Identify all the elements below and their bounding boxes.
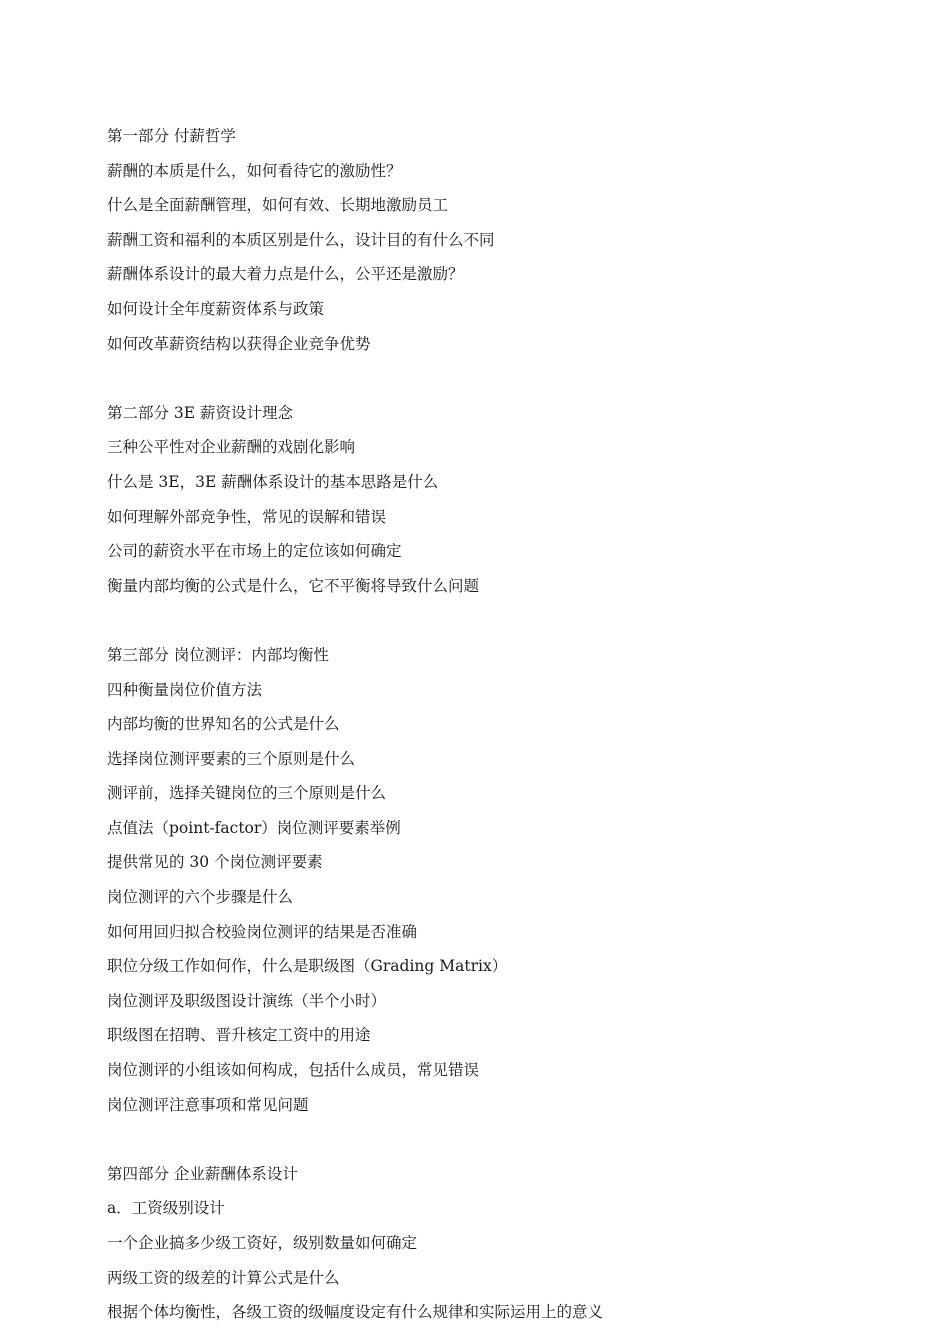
- list-item: 职位分级工作如何作，什么是职级图（Grading Matrix）: [107, 957, 508, 976]
- section-spacer: [107, 603, 887, 638]
- list-item: 提供常见的 30 个岗位测评要素: [107, 853, 323, 872]
- list-item: 如何设计全年度薪资体系与政策: [107, 299, 325, 318]
- list-item: 衡量内部均衡的公式是什么，它不平衡将导致什么问题: [107, 576, 480, 595]
- section-spacer: [107, 1122, 887, 1157]
- section-4: [107, 1157, 887, 1330]
- list-item: 岗位测评注意事项和常见问题: [107, 1095, 309, 1114]
- list-item: 两级工资的级差的计算公式是什么: [107, 1268, 340, 1287]
- list-item: 点值法（point-factor）岗位测评要素举例: [107, 818, 401, 837]
- list-item: 薪酬体系设计的最大着力点是什么，公平还是激励？: [107, 265, 464, 284]
- list-item: 如何理解外部竞争性，常见的误解和错误: [107, 507, 387, 526]
- list-item: 公司的薪资水平在市场上的定位该如何确定: [107, 542, 402, 561]
- section-1: [107, 119, 887, 361]
- section-heading: 第三部分 岗位测评：内部均衡性: [107, 645, 329, 664]
- list-item: 四种衡量岗位价值方法: [107, 680, 263, 699]
- list-item: 内部均衡的世界知名的公式是什么: [107, 715, 340, 734]
- list-item: 一个企业搞多少级工资好，级别数量如何确定: [107, 1234, 418, 1252]
- list-item: 薪酬工资和福利的本质区别是什么，设计目的有什么不同: [107, 230, 495, 249]
- section-heading: 第一部分 付薪哲学: [107, 127, 236, 145]
- section-3: [107, 638, 887, 1122]
- list-item: 如何用回归拟合校验岗位测评的结果是否准确: [107, 922, 418, 941]
- section-heading: 第二部分 3E 薪资设计理念: [107, 403, 294, 422]
- list-item: 职级图在招聘、晋升核定工资中的用途: [107, 1026, 371, 1045]
- section-2: [107, 396, 887, 604]
- list-item: 岗位测评及职级图设计演练（半个小时）: [107, 991, 387, 1010]
- subsection-heading: a．工资级别设计: [107, 1199, 225, 1218]
- list-item: 根据个体均衡性，各级工资的级幅度设定有什么规律和实际运用上的意义: [107, 1303, 604, 1322]
- list-item: 岗位测评的六个步骤是什么: [107, 888, 294, 907]
- list-item: 什么是 3E，3E 薪酬体系设计的基本思路是什么: [107, 472, 439, 491]
- document-body: [107, 119, 887, 1330]
- list-item: 如何改革薪资结构以获得企业竞争优势: [107, 334, 371, 353]
- list-item: 测评前，选择关键岗位的三个原则是什么: [107, 784, 387, 803]
- section-spacer: [107, 361, 887, 396]
- list-item: 三种公平性对企业薪酬的戏剧化影响: [107, 438, 356, 457]
- list-item: 岗位测评的小组该如何构成，包括什么成员，常见错误: [107, 1061, 480, 1080]
- list-item: 什么是全面薪酬管理，如何有效、长期地激励员工: [107, 196, 449, 215]
- list-item: 选择岗位测评要素的三个原则是什么: [107, 749, 356, 768]
- list-item: 薪酬的本质是什么，如何看待它的激励性？: [107, 161, 402, 180]
- section-heading: 第四部分 企业薪酬体系设计: [107, 1164, 298, 1183]
